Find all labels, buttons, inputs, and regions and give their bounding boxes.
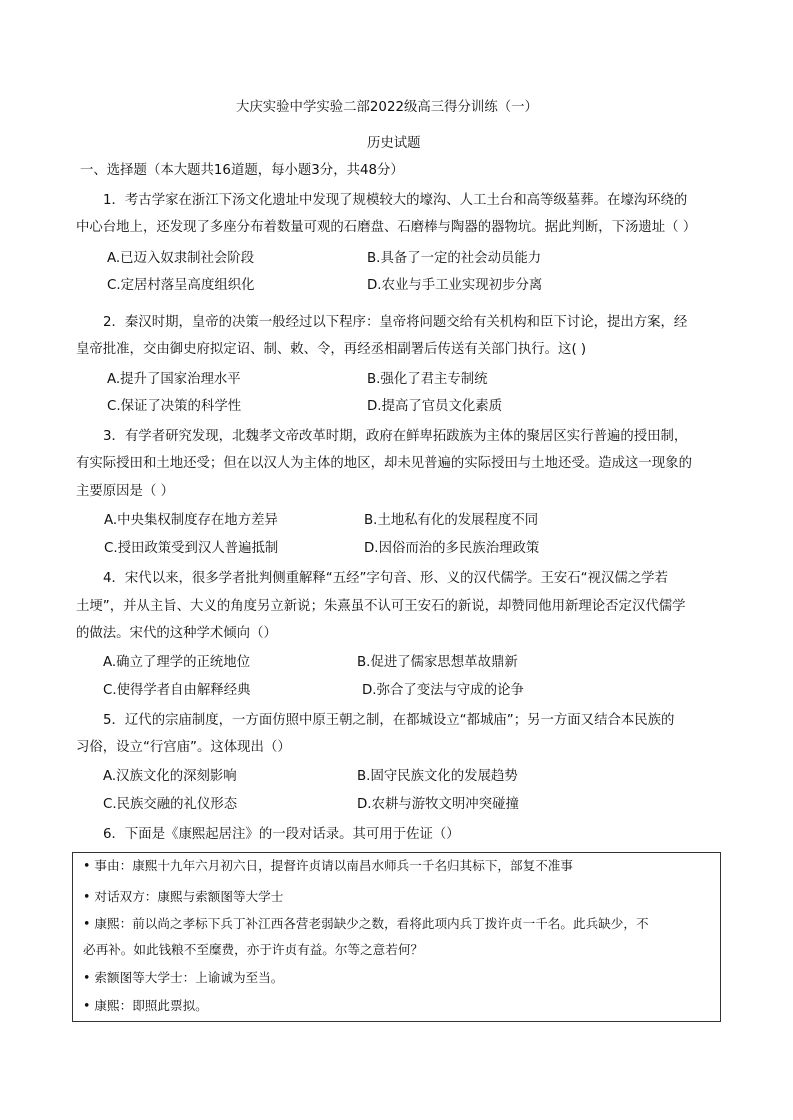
option-c: C.保证了决策的科学性 [107, 399, 242, 414]
question-text-line: 中心台地上，还发现了多座分布着数量可观的石磨盘、石磨棒与陶器的器物坑。据此判断，下汤遗址（ ） [76, 220, 697, 235]
question-text-line: 3．有学者研究发现，北魏孝文帝改革时期，政府在鲜卑拓跋族为主体的聚居区实行普遍的授田制， [103, 429, 688, 444]
question-text-line: 1．考古学家在浙江下汤文化遗址中发现了规模较大的壕沟、人工土台和高等级墓葬。在壕沟环绕的 [103, 193, 688, 208]
question-text-line: 习俗，设立“行宫庙”。这体现出（） [76, 740, 291, 755]
option-d: D.因俗而治的多民族治理政策 [364, 541, 540, 556]
question-text-line: 有实际授田和土地还受；但在以汉人为主体的地区，却未见普遍的实际授田与土地还受。造成这一现象的 [76, 456, 692, 471]
option-b: B.强化了君主专制统 [367, 372, 488, 387]
question-text-line: 6．下面是《康熙起居注》的一段对话录。其可用于佐证（） [103, 827, 460, 842]
option-a: A.中央集权制度存在地方差异 [104, 513, 278, 528]
option-c: C.授田政策受到汉人普遍抵制 [104, 541, 279, 556]
option-b: B.固守民族文化的发展趋势 [357, 769, 518, 784]
excerpt-line: • 对话双方：康熙与索额图等大学士 [83, 889, 284, 904]
option-a: A.汉族文化的深刻影响 [103, 769, 237, 784]
question-text-line: 主要原因是（ ） [76, 484, 174, 499]
question-text-line: 皇帝批准，交由御史府拟定诏、制、敕、令，再经丞相副署后传送有关部门执行。这( ) [76, 342, 587, 357]
section-heading: 一、选择题（本大题共16道题，每小题3分，共48分） [80, 163, 404, 178]
question-text-line: 5．辽代的宗庙制度，一方面仿照中原王朝之制，在都城设立“都城庙”；另一方面又结合本民族的 [103, 713, 675, 728]
excerpt-line: • 索额图等大学士：上谕诚为至当。 [83, 970, 284, 985]
option-c: C.民族交融的礼仪形态 [103, 797, 238, 812]
exam-subtitle: 历史试题 [367, 136, 421, 151]
option-d: D.提高了官员文化素质 [367, 399, 503, 414]
question-text-line: 4．宋代以来，很多学者批判侧重解释“五经”字句音、形、义的汉代儒学。王安石“视汉儒之学若 [103, 571, 668, 586]
option-b: B.土地私有化的发展程度不同 [364, 513, 539, 528]
option-a: A.已迈入奴隶制社会阶段 [107, 251, 255, 266]
option-b: B.具备了一定的社会动员能力 [367, 251, 542, 266]
option-d: D.弥合了变法与守成的论争 [362, 683, 524, 698]
excerpt-line: • 事由：康熙十九年六月初六日，提督许贞请以南昌水师兵一千名归其标下，部复不准事 [83, 858, 573, 873]
question-text-line: 的做法。宋代的这种学术倾向（） [76, 626, 277, 641]
option-c: C.使得学者自由解释经典 [103, 683, 251, 698]
option-d: D.农业与手工业实现初步分离 [367, 278, 543, 293]
excerpt-line: 必再补。如此钱粮不至糜费，亦于许贞有益。尔等之意若何？ [83, 942, 424, 957]
option-c: C.定居村落呈高度组织化 [107, 278, 255, 293]
excerpt-line: • 康熙：前以尚之孝标下兵丁补江西各营老弱缺少之数，看将此项内兵丁拨许贞一千名。此兵缺少，不 [83, 916, 649, 931]
source-excerpt-box [72, 852, 721, 1022]
option-d: D.农耕与游牧文明冲突碰撞 [357, 797, 519, 812]
excerpt-line: • 康熙：即照此票拟。 [83, 998, 208, 1013]
question-text-line: 土埂”，并从主旨、大义的角度另立新说；朱熹虽不认可王安石的新说，却赞同他用新理论否定汉代儒学 [76, 599, 686, 614]
exam-title: 大庆实验中学实验二部2022级高三得分训练（一） [236, 100, 538, 115]
option-b: B.促进了儒家思想革故鼎新 [357, 655, 518, 670]
option-a: A.确立了理学的正统地位 [103, 655, 251, 670]
option-a: A.提升了国家治理水平 [107, 372, 241, 387]
question-text-line: 2．秦汉时期，皇帝的决策一般经过以下程序：皇帝将问题交给有关机构和臣下讨论，提出方案，经 [103, 315, 688, 330]
